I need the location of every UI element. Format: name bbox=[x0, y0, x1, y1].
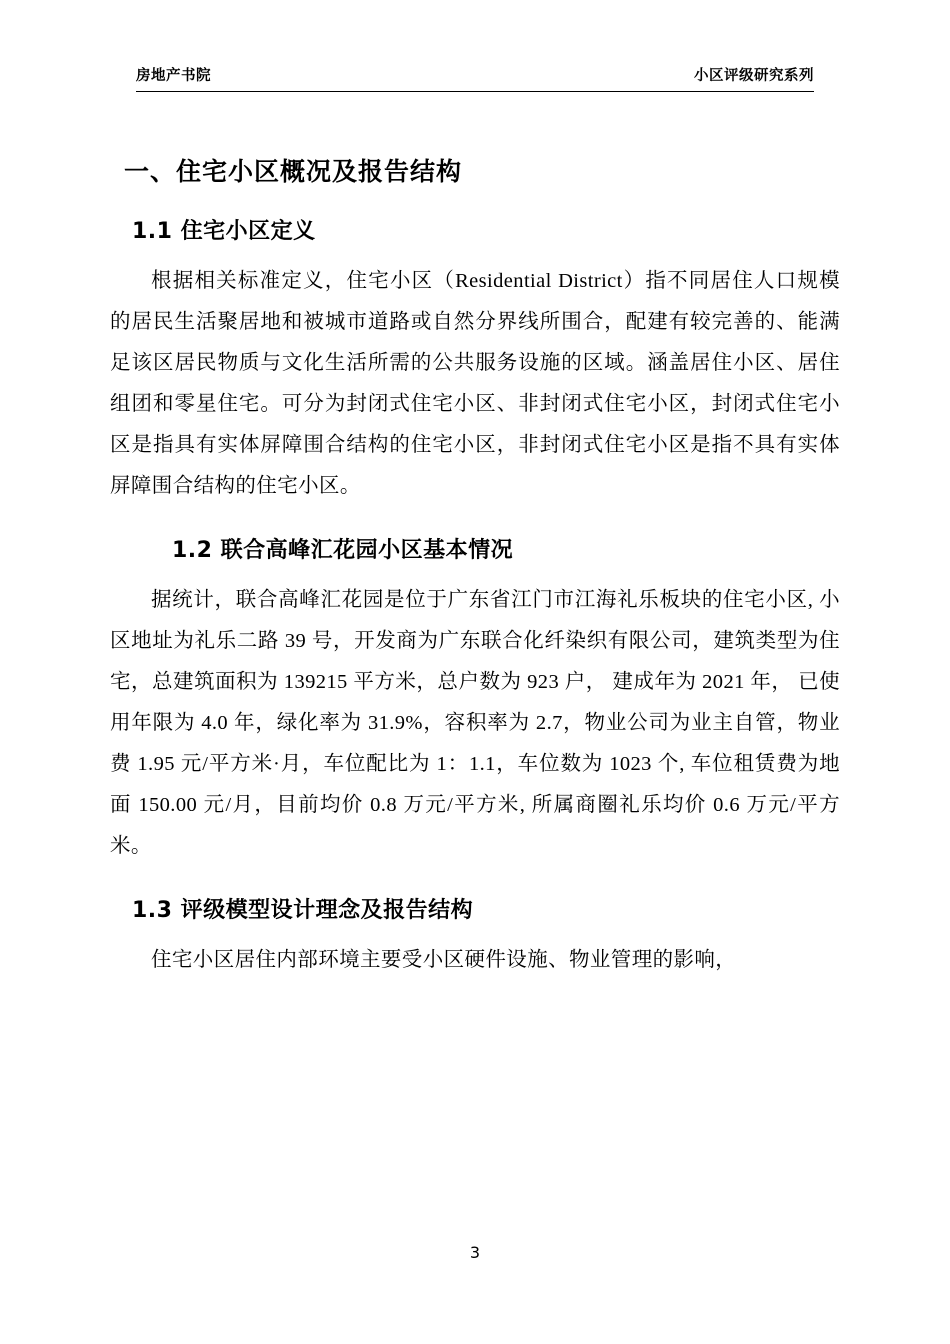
page-header bbox=[136, 64, 814, 92]
section-1-2-title: 1.2 联合高峰汇花园小区基本情况 bbox=[172, 538, 514, 563]
header-left-text: 房地产书院 bbox=[136, 68, 211, 84]
section-1-1-title: 1.1 住宅小区定义 bbox=[132, 219, 316, 244]
page-number: 3 bbox=[469, 1243, 481, 1262]
section-1-2-paragraph: 据统计，联合高峰汇花园是位于广东省江门市江海礼乐板块的住宅小区, 小区地址为礼乐二路 39 号，开发商为广东联合化纤染织有限公司，建筑类型为住宅，总建筑面积为 139215 平方米，总户数为 923 户， 建成年为 2021 年， 已使用年限为 4.0 年，绿化率为 31.9%，容积率为 2.7，物业公司为业主自管，物业费 1.95 元/平方米·月，车位配比为 1：1.1，车位数为 1023 个, 车位租赁费为地面 150.00 元/月，目前均价 0.8 万元/平方米, 所属商圈礼乐均价 0.6 万元/平方米。 bbox=[110, 589, 840, 857]
page-content bbox=[110, 128, 840, 985]
section-1-3-title: 1.3 评级模型设计理念及报告结构 bbox=[132, 898, 474, 923]
section-1-1-paragraph: 根据相关标准定义，住宅小区（Residential District）指不同居住人口规模的居民生活聚居地和被城市道路或自然分界线所围合，配建有较完善的、能满足该区居民物质与文化生活所需的公共服务设施的区域。涵盖居住小区、居住组团和零星住宅。可分为封闭式住宅小区、非封闭式住宅小区，封闭式住宅小区是指具有实体屏障围合结构的住宅小区，非封闭式住宅小区是指不具有实体屏障围合结构的住宅小区。 bbox=[110, 270, 840, 497]
chapter-title: 一、住宅小区概况及报告结构 bbox=[124, 157, 463, 186]
header-right-text: 小区评级研究系列 bbox=[694, 68, 814, 84]
section-1-3-paragraph: 住宅小区居住内部环境主要受小区硬件设施、物业管理的影响， bbox=[151, 949, 737, 971]
